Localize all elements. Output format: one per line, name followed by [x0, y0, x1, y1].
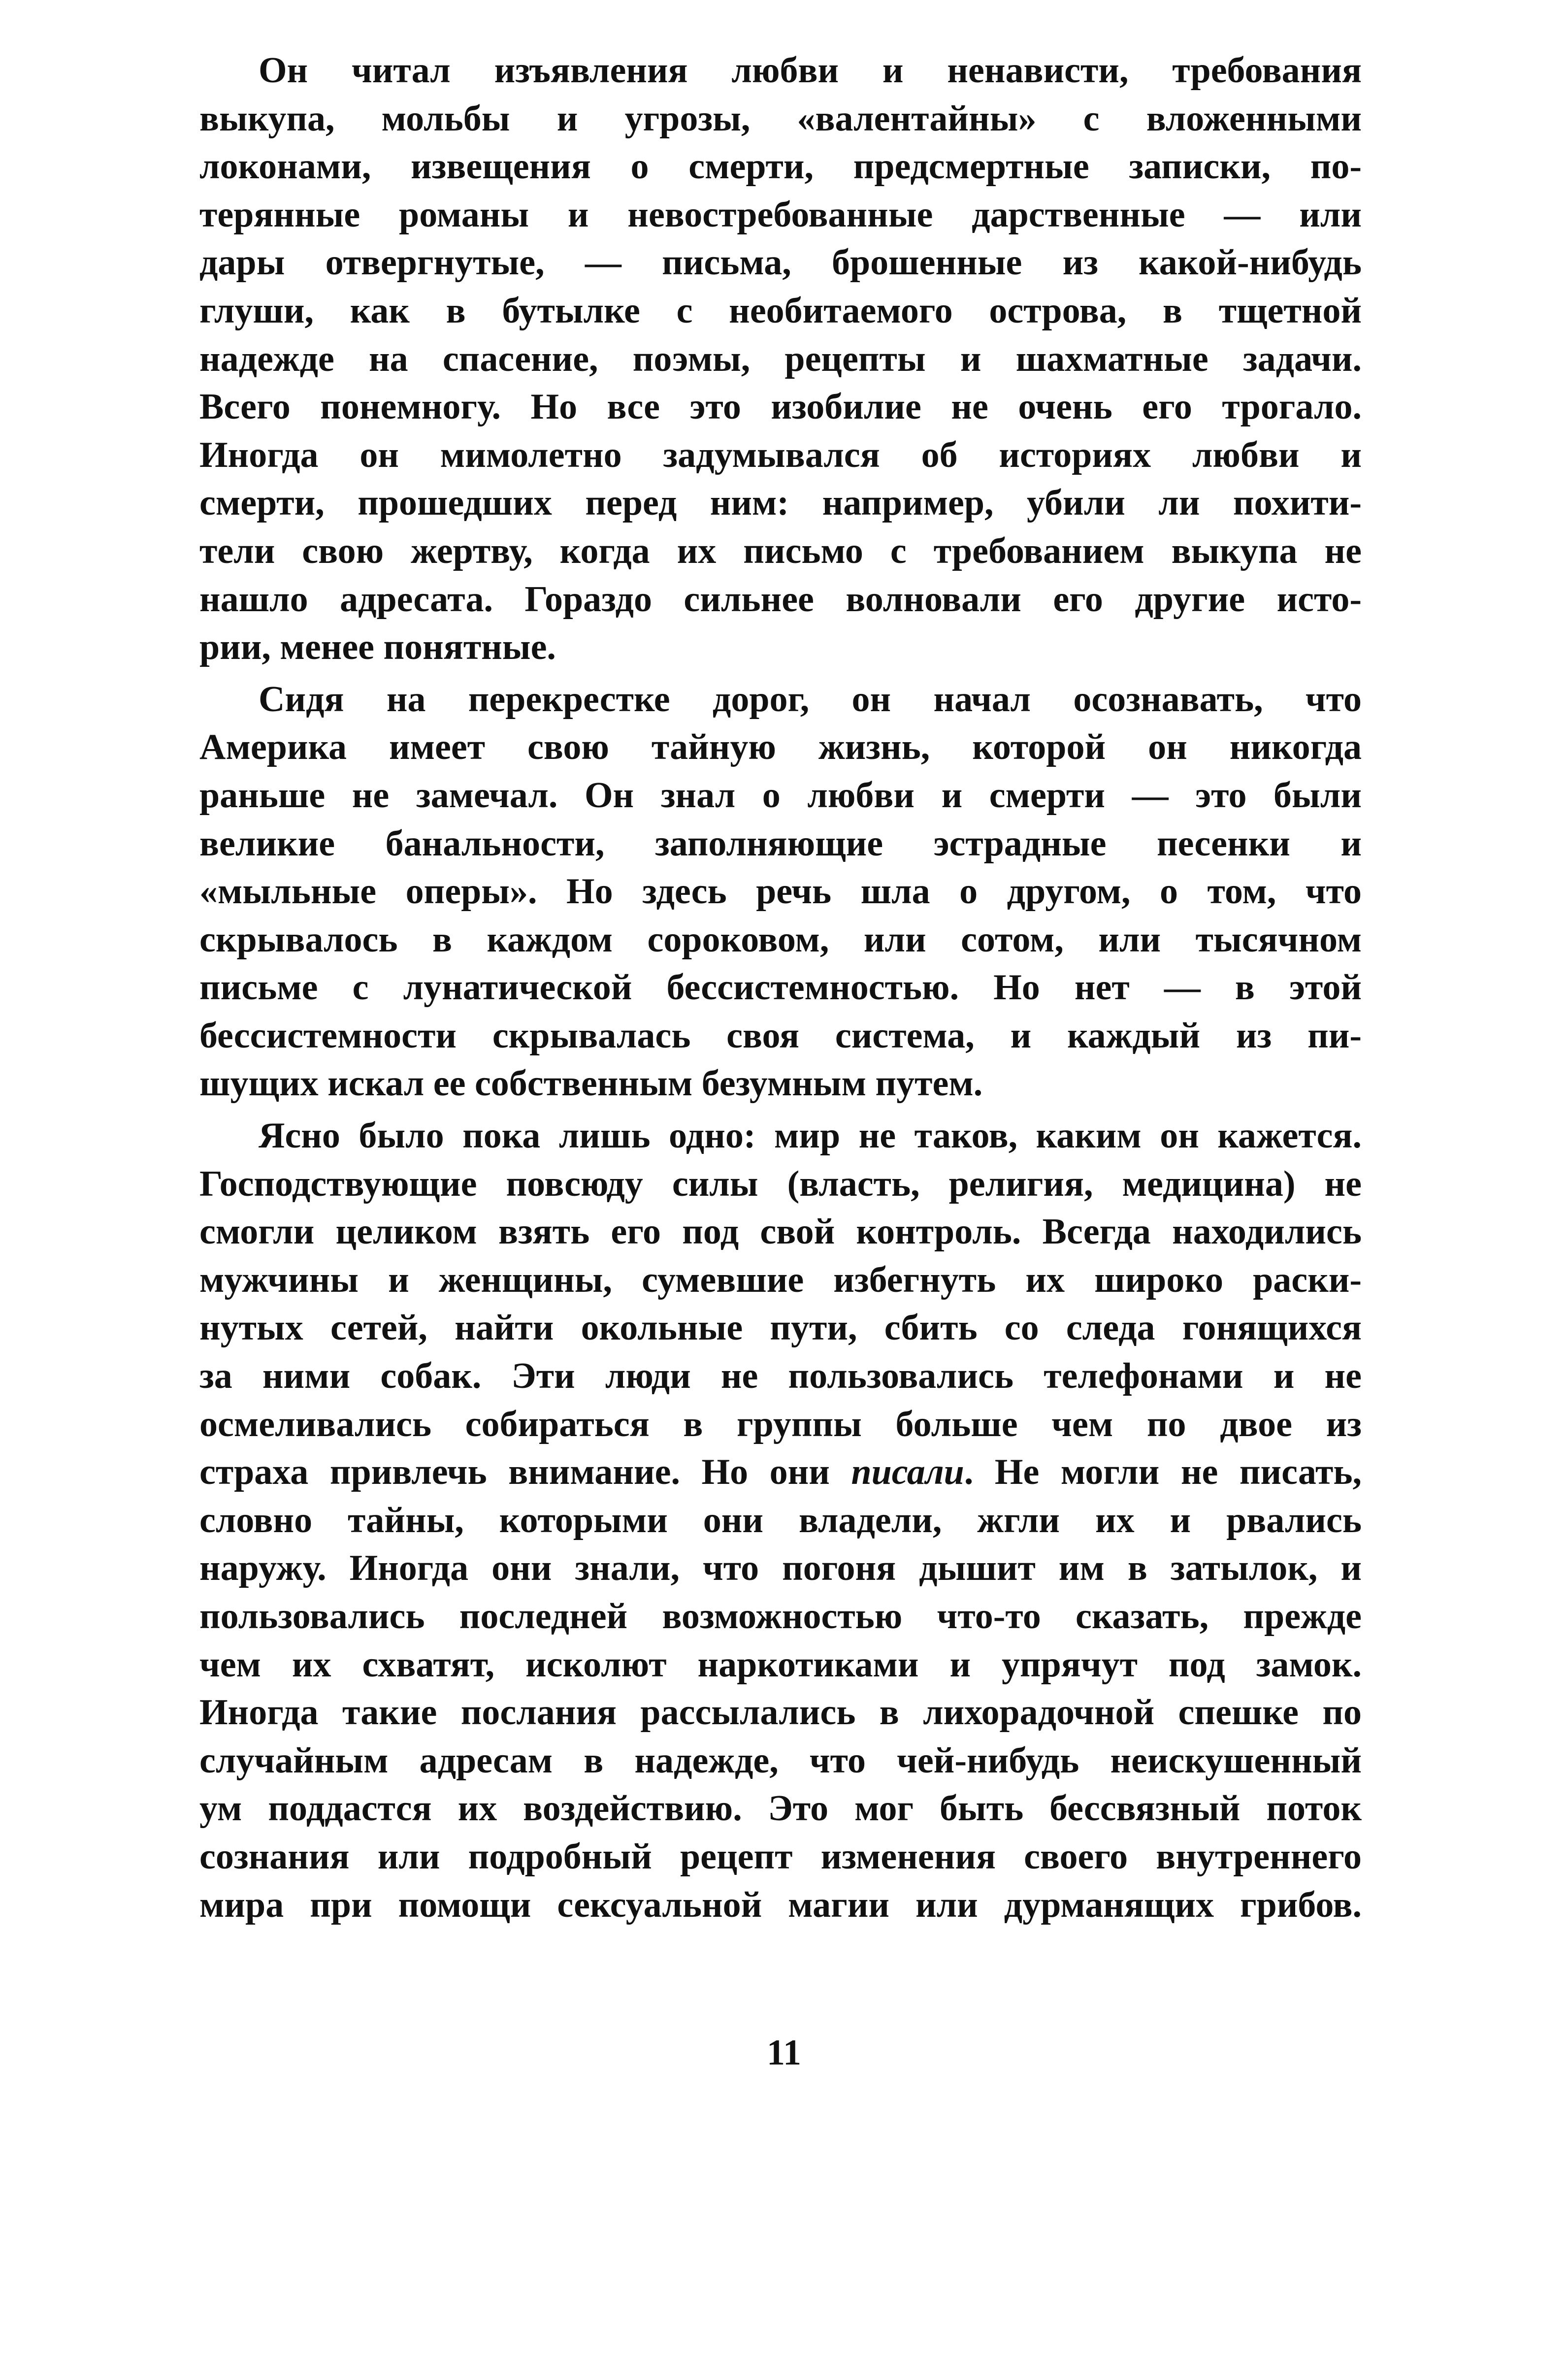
text-line: шущих искал ее собственным безумным путем. — [199, 1063, 983, 1104]
text-line: за ними собак. Эти люди не пользовались телефонами и не — [199, 1356, 1362, 1397]
paragraph-1 — [199, 47, 1362, 672]
text-line: пользовались последней возможностью что-то сказать, прежде — [199, 1596, 1362, 1637]
text-line: Ясно было пока лишь одно: мир не таков, каким он кажется. — [259, 1115, 1362, 1156]
text-line: смерти, прошедших перед ним: например, убили ли похити- — [199, 483, 1362, 524]
text-line: письме с лунатической бессистемностью. Но нет — в этой — [199, 967, 1362, 1008]
text-line: Господствующие повсюду силы (власть, религия, медицина) не — [199, 1163, 1362, 1204]
paragraph-3 — [199, 1112, 1362, 1929]
text-line: словно тайны, которыми они владели, жгли их и рвались — [199, 1500, 1362, 1541]
text-line: глуши, как в бутылке с необитаемого острова, в тщетной — [199, 290, 1362, 331]
text-line: Иногда такие послания рассылались в лихорадочной спешке по — [199, 1692, 1362, 1733]
text-line: сознания или подробный рецепт изменения своего внутреннего — [199, 1836, 1362, 1877]
text-line: нутых сетей, найти окольные пути, сбить со следа гонящихся — [199, 1308, 1362, 1348]
text-line: тели свою жертву, когда их письмо с требованием выкупа не — [199, 530, 1362, 571]
text-line: Америка имеет свою тайную жизнь, которой он никогда — [199, 727, 1362, 768]
text-line: осмеливались собираться в группы больше чем по двое из — [199, 1404, 1362, 1444]
text-line: раньше не замечал. Он знал о любви и смерти — это были — [199, 775, 1362, 816]
text-line: терянные романы и невостребованные дарственные — или — [199, 194, 1362, 235]
paragraph-2 — [199, 676, 1362, 1108]
text-line: рии, менее понятные. — [199, 627, 556, 668]
text-line: чем их схватят, исколют наркотиками и упрячут под замок. — [199, 1644, 1362, 1685]
text-line: локонами, извещения о смерти, предсмертные записки, по- — [199, 146, 1362, 187]
text-line: наружу. Иногда они знали, что погоня дышит им в затылок, и — [199, 1548, 1362, 1589]
text-line: бессистемности скрывалась своя система, и каждый из пи- — [199, 1015, 1362, 1056]
text-line: случайным адресам в надежде, что чей-нибудь неискушенный — [199, 1740, 1362, 1781]
text-line: выкупа, мольбы и угрозы, «валентайны» с вложенными — [199, 98, 1362, 139]
text-line: ум поддастся их воздействию. Это мог быть бессвязный поток — [199, 1788, 1362, 1829]
text-line: Он читал изъявления любви и ненависти, требования — [259, 50, 1362, 91]
text-line: Иногда он мимолетно задумывался об историях любви и — [199, 434, 1362, 475]
text-line: мира при помощи сексуальной магии или дурманящих грибов. — [199, 1884, 1362, 1925]
text-line: страха привлечь внимание. Но они писали. Не могли не писать, — [199, 1452, 1362, 1493]
text-line: мужчины и женщины, сумевшие избегнуть их широко раски- — [199, 1259, 1362, 1300]
text-line: великие банальности, заполняющие эстрадные песенки и — [199, 823, 1362, 864]
text-line: Сидя на перекрестке дорог, он начал осознавать, что — [259, 679, 1362, 720]
body-text — [199, 47, 1362, 1933]
page-number: 11 — [767, 2032, 801, 2073]
emphasis: писали — [851, 1452, 964, 1493]
text-line: нашло адресата. Гораздо сильнее волновали его другие исто- — [199, 579, 1362, 620]
text-line: скрывалось в каждом сороковом, или сотом, или тысячном — [199, 919, 1362, 960]
text-line: надежде на спасение, поэмы, рецепты и шахматные задачи. — [199, 338, 1362, 379]
text-line: дары отвергнутые, — письма, брошенные из какой-нибудь — [199, 242, 1362, 283]
text-line: смогли целиком взять его под свой контроль. Всегда находились — [199, 1212, 1362, 1252]
text-line: «мыльные оперы». Но здесь речь шла о другом, о том, что — [199, 871, 1362, 912]
text-line: Всего понемногу. Но все это изобилие не очень его трогало. — [199, 387, 1362, 427]
